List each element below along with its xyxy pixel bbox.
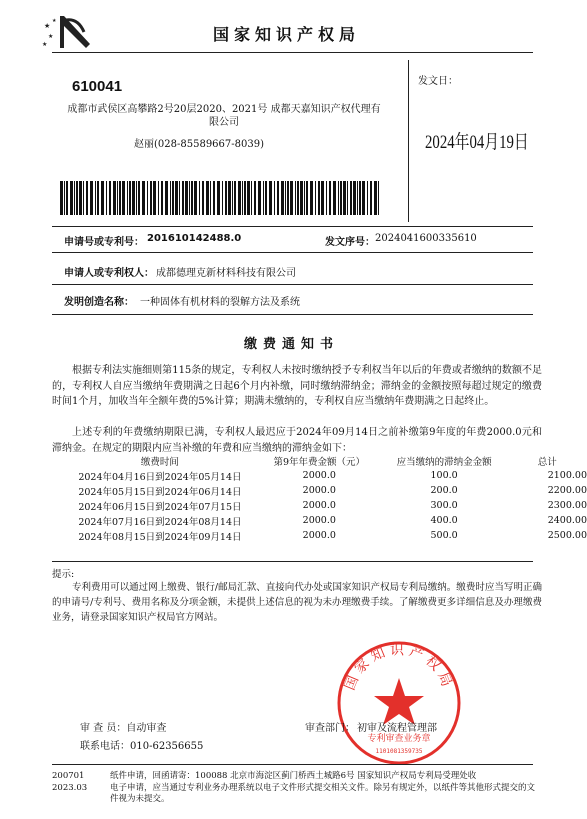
- field-divider-2: [52, 252, 533, 253]
- doc-serial: 2024041600335610: [375, 233, 477, 244]
- svg-text:★: ★: [52, 18, 57, 24]
- seal-text: 国家知识产权局: [341, 642, 457, 693]
- total: 2300.00: [547, 500, 587, 511]
- form-version: 2023.03: [52, 783, 88, 793]
- payment-period: 2024年04月16日到2024年05月14日: [78, 471, 242, 483]
- contact-phone: 联系电话：010-62356655: [80, 741, 204, 752]
- header-payment-period: 缴费时间: [140, 457, 179, 468]
- cnipa-logo: [42, 14, 94, 50]
- payment-period: 2024年08月15日到2024年09月14日: [78, 531, 242, 543]
- tips-text: 专利费用可以通过网上缴费、银行/邮局汇款、直接向代办处或国家知识产权局专利局缴纳。缴费时应当写明正确的申请号/专利号、费用名称及分项金额，未提供上述信息的视为未办理缴费手续。了解缴费更多详细信息及办理缴费业务，请登录国家知识产权局官方网站。: [52, 582, 542, 623]
- notice-paragraph-2: 上述专利的年费缴纳期限已满，专利权人最迟应于2024年09月14日之前补缴第9年度的年费2000.0元和滞纳金。在规定的期限内应当补缴的年费和应当缴纳的滞纳金如下：: [52, 427, 542, 454]
- postcode: 610041: [72, 78, 123, 95]
- applicant: 成都德理克新材料科技有限公司: [156, 268, 296, 279]
- tips-divider: [52, 561, 533, 562]
- mailing-address: 成都市武侯区高攀路2号20层2020、2021号 成都天嘉知识产权代理有限公司: [67, 104, 381, 128]
- top-divider: [52, 52, 533, 53]
- office-name: 国家知识产权局: [213, 25, 361, 44]
- notice-paragraph-1: 根据专利法实施细则第115条的规定，专利权人未按时缴纳授予专利权当年以后的年费或者缴纳的数额不足的，专利权人自应当缴纳年费期满之日起6个月内补缴，同时缴纳滞纳金；滞纳金的金额按照每超过规定的缴费时间1个月，加收当年全额年费的5%计算；期满未缴纳的，专利权自应当缴纳年费期满之日起终止。: [52, 365, 542, 407]
- annual-fee: 2000.0: [302, 515, 336, 526]
- seal-number: 1101081359735: [375, 748, 423, 755]
- tips-heading: 提示:: [52, 569, 75, 580]
- footer-e-filing: 电子申请，应当通过专利业务办理系统以电子文件形式提交相关文件。除另有规定外，以纸件等其他形式提交的文件视为未提交。: [110, 783, 536, 804]
- applicant-label: 申请人或专利权人：: [64, 268, 154, 279]
- field-divider-3: [52, 284, 533, 285]
- field-divider-4: [52, 314, 533, 315]
- table-row: [62, 498, 587, 513]
- payment-period: 2024年07月16日到2024年08月14日: [78, 516, 242, 528]
- doc-serial-label: 发文序号：: [325, 237, 375, 248]
- table-row: [62, 513, 587, 528]
- payment-period: 2024年05月15日到2024年06月14日: [78, 486, 242, 498]
- field-divider-1: [52, 226, 533, 227]
- table-row: [62, 468, 587, 483]
- total: 2500.00: [547, 530, 587, 541]
- annual-fee: 2000.0: [302, 500, 336, 511]
- send-date-divider: [408, 60, 409, 222]
- seal-sub: 专利审查业务章: [367, 734, 431, 744]
- total: 2200.00: [547, 485, 587, 496]
- svg-text:★: ★: [44, 22, 51, 30]
- late-fee: 500.0: [430, 530, 458, 541]
- send-date-label: 发文日：: [418, 76, 458, 87]
- late-fee: 200.0: [430, 485, 458, 496]
- department-label: 审查部门：: [305, 723, 355, 734]
- invention-label: 发明创造名称：: [64, 297, 134, 308]
- annual-fee: 2000.0: [302, 530, 336, 541]
- table-row: [62, 528, 587, 543]
- barcode: [60, 181, 384, 215]
- total: 2100.00: [547, 470, 587, 481]
- payment-period: 2024年06月15日到2024年07月15日: [78, 501, 242, 513]
- contact-person: 赵丽(028-85589667-8039): [134, 139, 264, 150]
- annual-fee: 2000.0: [302, 485, 336, 496]
- footer-divider: [52, 764, 533, 765]
- notice-title: 缴费通知书: [244, 337, 340, 352]
- late-fee: 300.0: [430, 500, 458, 511]
- late-fee: 100.0: [430, 470, 458, 481]
- reviewer: 审 查 员：自动审查: [80, 723, 167, 734]
- fee-table: [62, 454, 587, 543]
- invention-title: 一种固体有机材料的裂解方法及系统: [140, 297, 300, 308]
- official-seal: [336, 640, 462, 766]
- header-total: 总计: [537, 457, 557, 468]
- app-no: 201610142488.0: [147, 233, 242, 244]
- header-annual-fee: 第9年年费金额（元）: [273, 457, 366, 468]
- footer-paper-filing: 纸件申请，回函请寄：100088 北京市海淀区蓟门桥西土城路6号 国家知识产权局专利局受理处收: [110, 771, 477, 781]
- header-late-fee: 应当缴纳的滞纳金金额: [396, 457, 492, 468]
- annual-fee: 2000.0: [302, 470, 336, 481]
- department: 初审及流程管理部: [357, 723, 437, 734]
- svg-text:★: ★: [48, 33, 54, 40]
- total: 2400.00: [547, 515, 587, 526]
- svg-text:★: ★: [42, 41, 48, 48]
- app-no-label: 申请号或专利号：: [64, 237, 144, 248]
- send-date: 2024年04月19日: [425, 132, 529, 153]
- late-fee: 400.0: [430, 515, 458, 526]
- table-row: [62, 483, 587, 498]
- fee-table-header: [62, 454, 587, 468]
- form-code: 200701: [52, 771, 85, 781]
